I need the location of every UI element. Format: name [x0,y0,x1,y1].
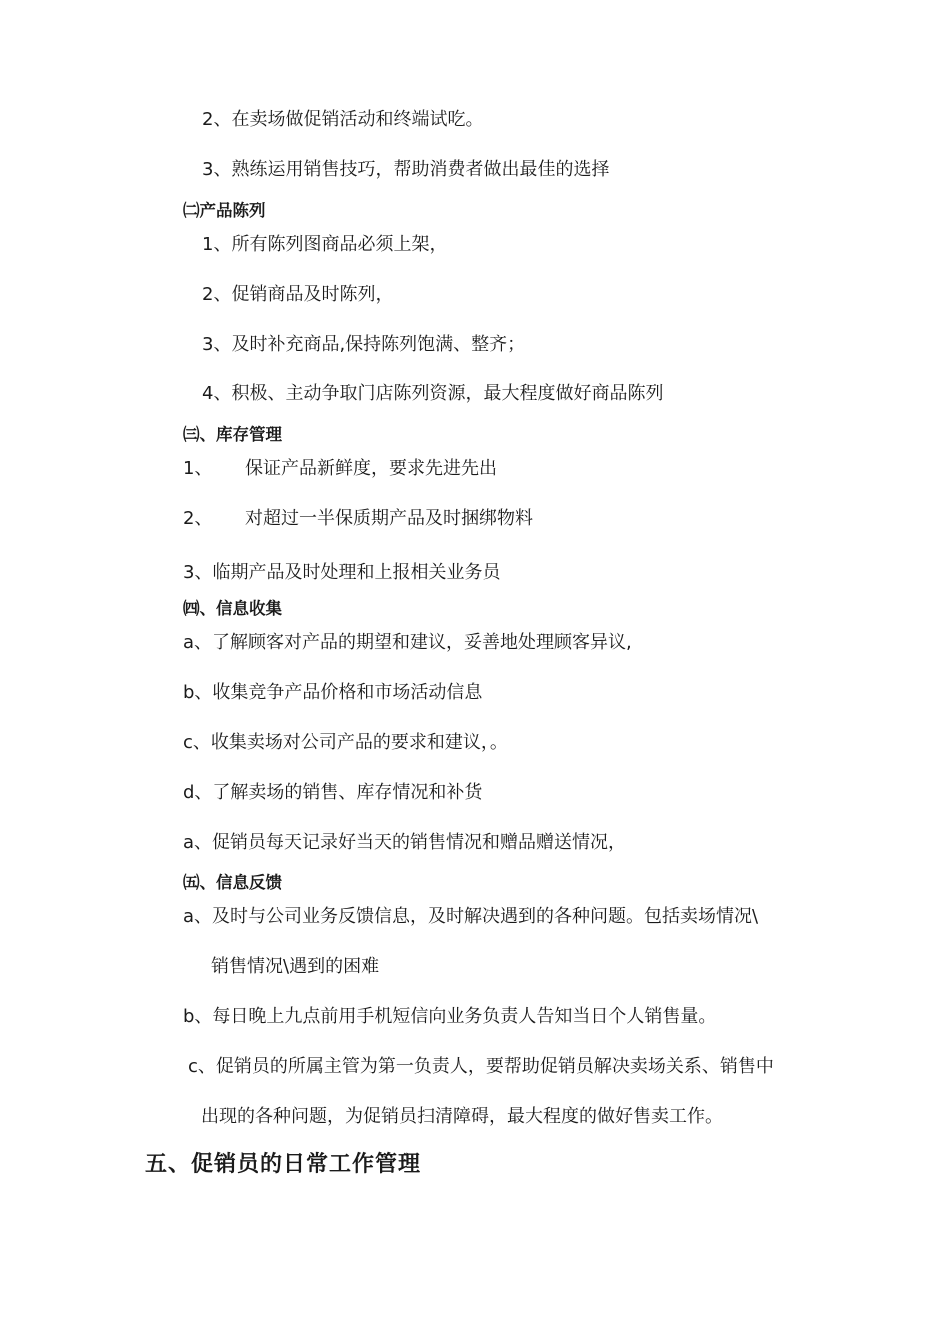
list-item-continuation: 销售情况\遇到的困难 [211,956,380,977]
list-item: b、每日晚上九点前用手机短信向业务负责人告知当日个人销售量。 [183,1006,717,1027]
list-item: 3、临期产品及时处理和上报相关业务员 [183,562,501,583]
list-text: 对超过一半保质期产品及时捆绑物料 [245,508,533,529]
list-item: 1、所有陈列图商品必须上架， [202,234,448,255]
list-text: 保证产品新鲜度，要求先进先出 [245,458,497,479]
list-item [183,457,497,481]
list-item: 4、积极、主动争取门店陈列资源，最大程度做好商品陈列 [202,383,664,404]
list-item: 3、及时补充商品,保持陈列饱满、整齐； [202,334,526,355]
list-item: a、了解顾客对产品的期望和建议，妥善地处理顾客异议, [183,632,632,653]
list-number: 2、 [183,508,213,529]
heading-info-collection: ㈣、信息收集 [183,599,282,618]
list-item: a、促销员每天记录好当天的销售情况和赠品赠送情况， [183,832,627,853]
list-item: c、收集卖场对公司产品的要求和建议，。 [183,732,508,753]
list-item: c、促销员的所属主管为第一负责人，要帮助促销员解决卖场关系、销售中 [188,1056,774,1077]
list-item-continuation: 出现的各种问题，为促销员扫清障碍，最大程度的做好售卖工作。 [201,1106,723,1127]
list-item: 3、熟练运用销售技巧，帮助消费者做出最佳的选择 [202,159,610,180]
list-item: b、收集竞争产品价格和市场活动信息 [183,682,483,703]
heading-info-feedback: ㈤、信息反馈 [183,873,282,892]
list-item [183,507,533,531]
list-item: a、及时与公司业务反馈信息，及时解决遇到的各种问题。包括卖场情况\ [183,906,759,927]
heading-product-display: ㈡产品陈列 [183,201,266,220]
list-item: 2、促销商品及时陈列， [202,284,394,305]
list-item: 2、在卖场做促销活动和终端试吃。 [202,109,484,130]
section-title: 五、促销员的日常工作管理 [145,1152,422,1177]
list-number: 1、 [183,458,213,479]
list-item: d、了解卖场的销售、库存情况和补货 [183,782,483,803]
heading-inventory: ㈢、库存管理 [183,425,282,444]
